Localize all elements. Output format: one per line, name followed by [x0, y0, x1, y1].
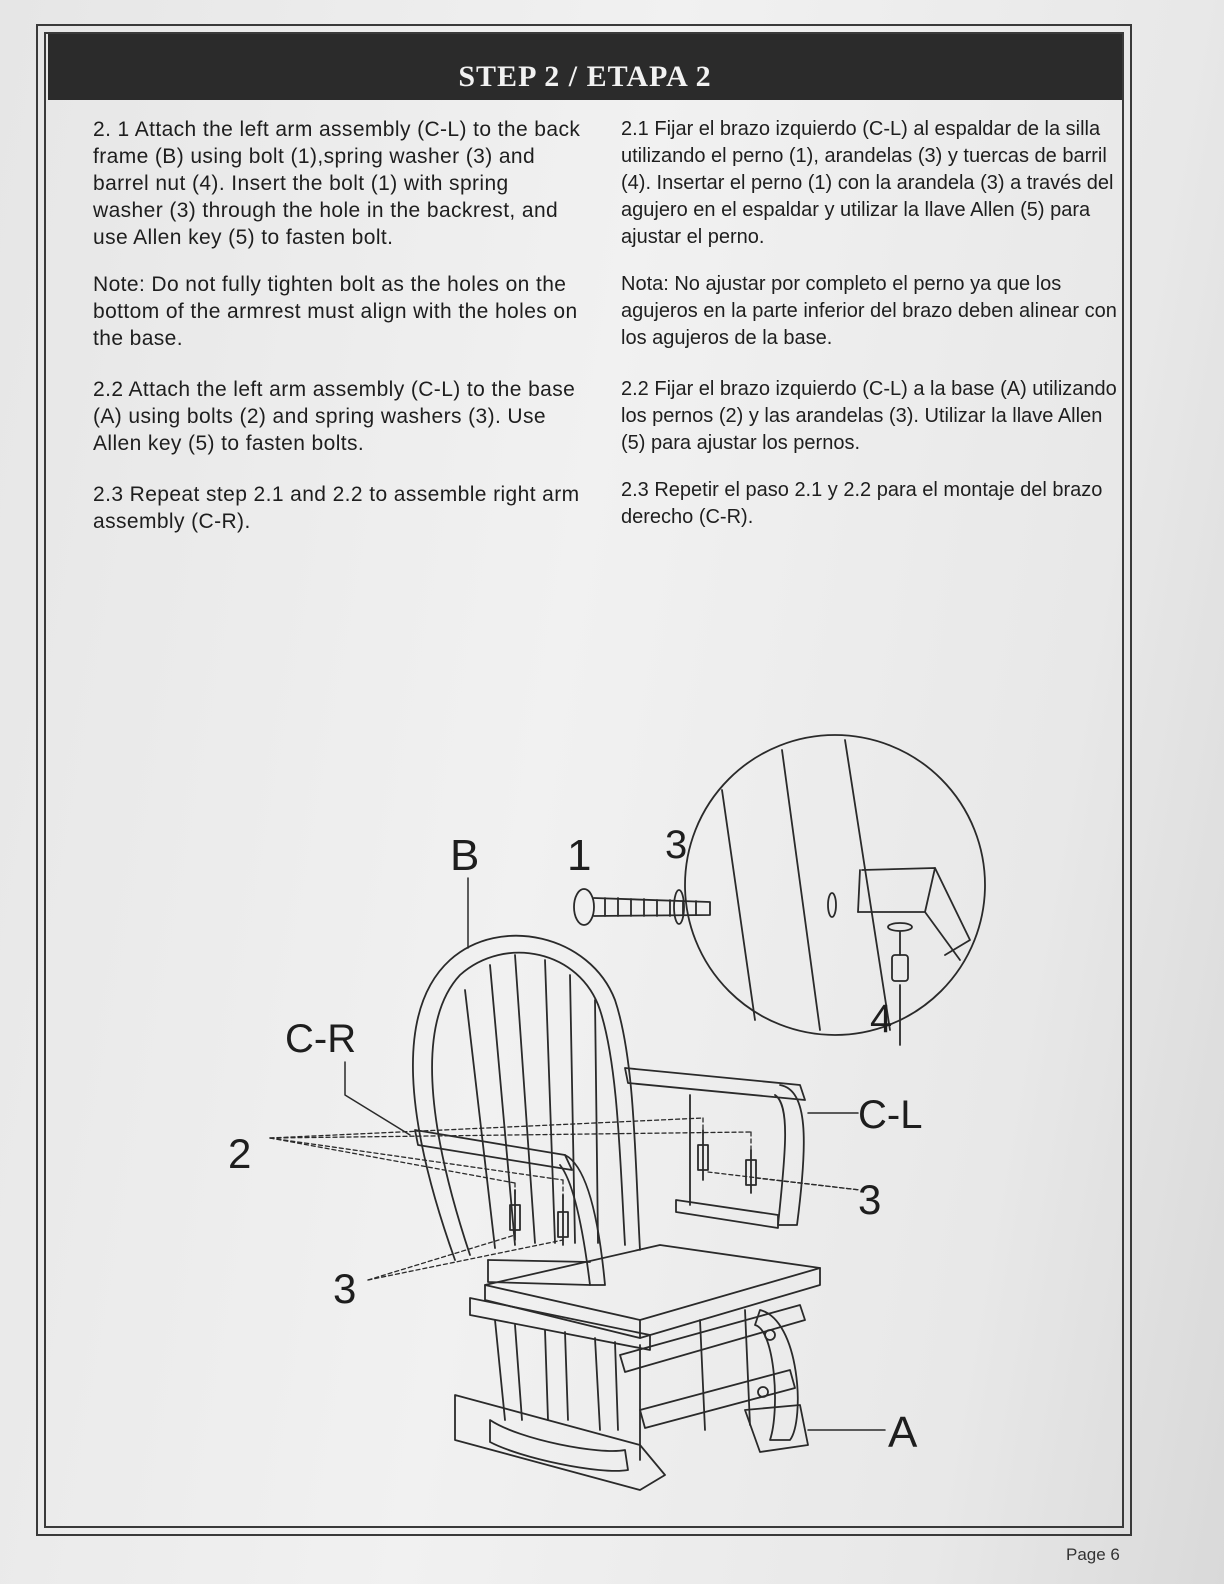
- note-es: Nota: No ajustar por completo el perno ya que los agujeros en la parte inferior del brazo deben alinear con los agujeros de la base.: [621, 273, 1117, 349]
- bolts-2-drawing: [510, 1130, 756, 1245]
- page-number: Page 6: [1066, 1545, 1120, 1564]
- step-2-1-es: 2.1 Fijar el brazo izquierdo (C-L) al espaldar de la silla utilizando el perno (1), arandelas (3) y tuercas de barril (4). Insertar el perno (1) con la arandela (3) a través del agujero en el espaldar y utilizar la llave Allen (5) para ajustar el perno.: [621, 118, 1114, 248]
- step-2-3-en: 2.3 Repeat step 2.1 and 2.2 to assemble right arm assembly (C-R).: [93, 483, 580, 533]
- label-left-arm: C-L: [858, 1093, 923, 1137]
- base-drawing: [455, 1305, 808, 1490]
- label-washer-left: 3: [333, 1265, 357, 1312]
- label-back-frame: B: [450, 831, 480, 880]
- label-right-arm: C-R: [285, 1017, 357, 1061]
- label-bolt: 1: [567, 831, 592, 880]
- step-2-1-en: 2. 1 Attach the left arm assembly (C-L) to the back frame (B) using bolt (1),spring washer (3) and barrel nut (4). Insert the bolt (1) with spring washer (3) through the hole in the backrest, and use Allen key (5) to fasten bolt.: [93, 118, 581, 249]
- label-bolts-2: 2: [228, 1130, 252, 1177]
- left-arm-drawing: [625, 1068, 805, 1228]
- step-2-2-en: 2.2 Attach the left arm assembly (C-L) to the base (A) using bolts (2) and spring washers (3). Use Allen key (5) to fasten bolts.: [93, 378, 576, 455]
- assembly-diagram: [150, 700, 1150, 1500]
- page-title: STEP 2 / ETAPA 2: [458, 60, 712, 93]
- step-2-2-es: 2.2 Fijar el brazo izquierdo (C-L) a la base (A) utilizando los pernos (2) y las arandelas (3). Utilizar la llave Allen (5) para ajustar los pernos.: [621, 378, 1117, 454]
- back-frame-drawing: [413, 936, 640, 1260]
- detail-circle-drawing: [685, 735, 985, 1045]
- label-base: A: [888, 1408, 918, 1457]
- spanish-instructions: [621, 116, 1121, 531]
- label-barrel-nut: 4: [870, 997, 893, 1041]
- label-washer-top: 3: [665, 823, 688, 867]
- english-instructions: [93, 116, 583, 535]
- step-2-3-es: 2.3 Repetir el paso 2.1 y 2.2 para el montaje del brazo derecho (C-R).: [621, 479, 1103, 528]
- dashed-lines: [270, 1118, 860, 1280]
- label-washer-right: 3: [858, 1176, 882, 1223]
- header-bar: [48, 34, 1122, 100]
- note-en: Note: Do not fully tighten bolt as the holes on the bottom of the armrest must align with the holes on the base.: [93, 273, 578, 350]
